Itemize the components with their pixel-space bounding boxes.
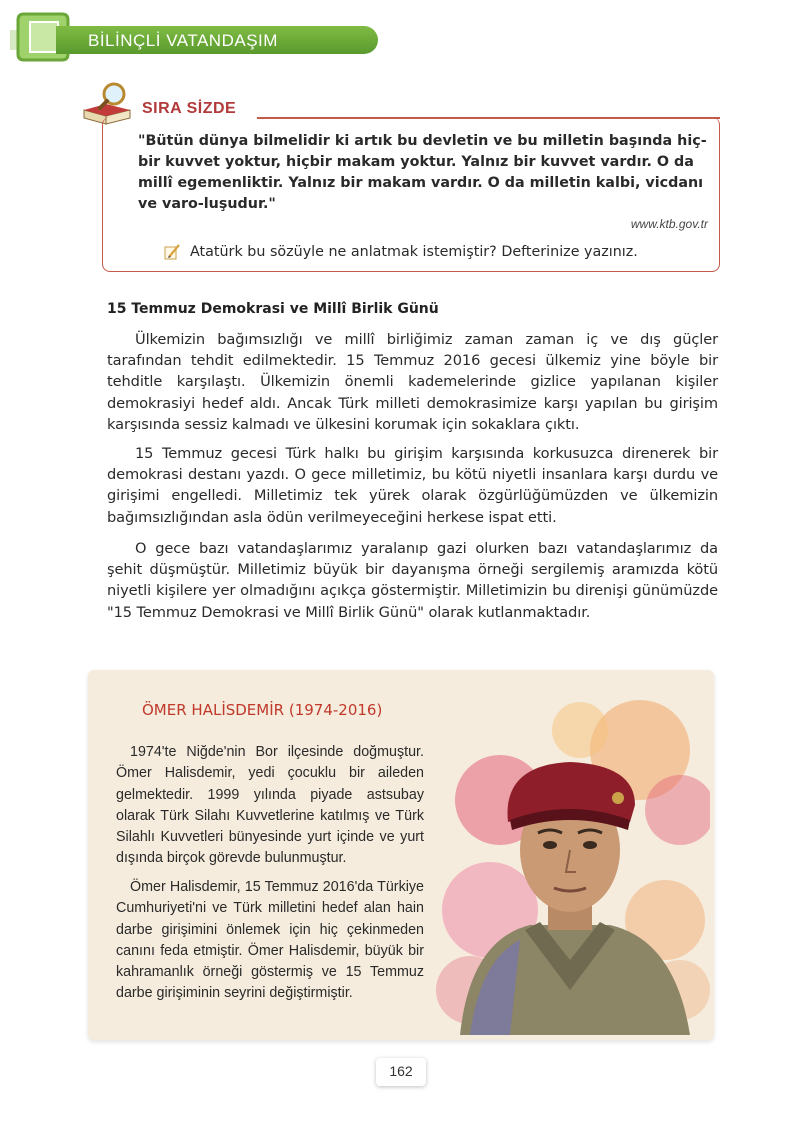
quote-source: www.ktb.gov.tr — [630, 217, 708, 231]
biography-paragraph: 1974'te Niğde'nin Bor ilçesinde doğmuştur. Ömer Halisdemir, yedi çocuklu bir aileden gelmektedir. 1999 yılında piyade astsubay olarak Türk Silahı Kuvvetlerine katılmış ve Türk Silahlı Kuvvetleri bünyesinde yurt içinde ve yurt dışında birçok görevde bulunmuştur. — [116, 744, 424, 867]
activity-title: SIRA SİZDE — [142, 100, 237, 117]
section-title: 15 Temmuz Demokrasi ve Millî Birlik Günü — [107, 301, 439, 317]
biography-title: ÖMER HALİSDEMİR (1974-2016) — [142, 701, 383, 719]
page-number: 162 — [389, 1063, 413, 1079]
omer-halisdemir-portrait — [430, 690, 710, 1035]
chapter-title: BİLİNÇLİ VATANDAŞIM — [88, 31, 278, 50]
activity-task: Atatürk bu sözüyle ne anlatmak istemiştir? Defterinize yazınız. — [190, 244, 638, 260]
section-paragraph: 15 Temmuz gecesi Türk halkı bu girişim karşısında korkusuzca direnerek bir demokrasi destanı yazdı. O gece milletimiz, bu kötü niyetli insanlara karşı durdu ve girişimi engelledi. Milletimiz tek yürek olarak özgürlüğümüzden ve ülkemizin bağımsızlığından asla ödün verilmeyeceğini herkese ispat etti. — [107, 445, 718, 526]
ataturk-quote: "Bütün dünya bilmelidir ki artık bu devletin ve bu milletin başında hiç-bir kuvvet yoktur, hiçbir makam yoktur. Yalnız bir kuvvet vardır. O da millî egemenliktir. Yalnız bir makam vardır. O da milletin kalbi, vicdanı ve varo-luşudur." — [138, 133, 707, 212]
activity-box-top-border — [257, 117, 720, 119]
section-paragraph: Ülkemizin bağımsızlığı ve millî birliğimiz zaman zaman iç ve dış güçler tarafından tehdit edilmektedir. 15 Temmuz 2016 gecesi ülkemiz yine böyle bir tehditle karşılaştı. Ülkemizin önemli kademelerinde gizlice yapılanan kişiler demokrasiyi hedef aldı. Ancak Türk milleti demokrasimize karşı yapılan bu girişim karşısında sessiz kalmadı ve ülkesini korumak için sokaklara çıktı. — [107, 331, 718, 433]
section-paragraph: O gece bazı vatandaşlarımız yaralanıp gazi olurken bazı vatandaşlarımız da şehit düşmüştür. Milletimiz büyük bir dayanışma örneği sergilemiş aramızda kötü niyetli kişilere yer olmadığını açıkça göstermiştir. Milletimizin bu direnişi günümüzde "15 Temmuz Demokrasi ve Millî Birlik Günü" olarak kutlanmaktadır. — [107, 540, 718, 621]
biography-paragraph: Ömer Halisdemir, 15 Temmuz 2016'da Türkiye Cumhuriyeti'ni ve Türk milletini hedef alan hain darbe girişimini önlemek için hiç çekinmeden canını feda etmiştir. Ömer Halisdemir, büyük bir kahramanlık örneği göstermiş ve 15 Temmuz darbe girişiminin seyrini değiştirmiştir. — [116, 879, 424, 1002]
pencil-note-icon — [163, 243, 181, 261]
